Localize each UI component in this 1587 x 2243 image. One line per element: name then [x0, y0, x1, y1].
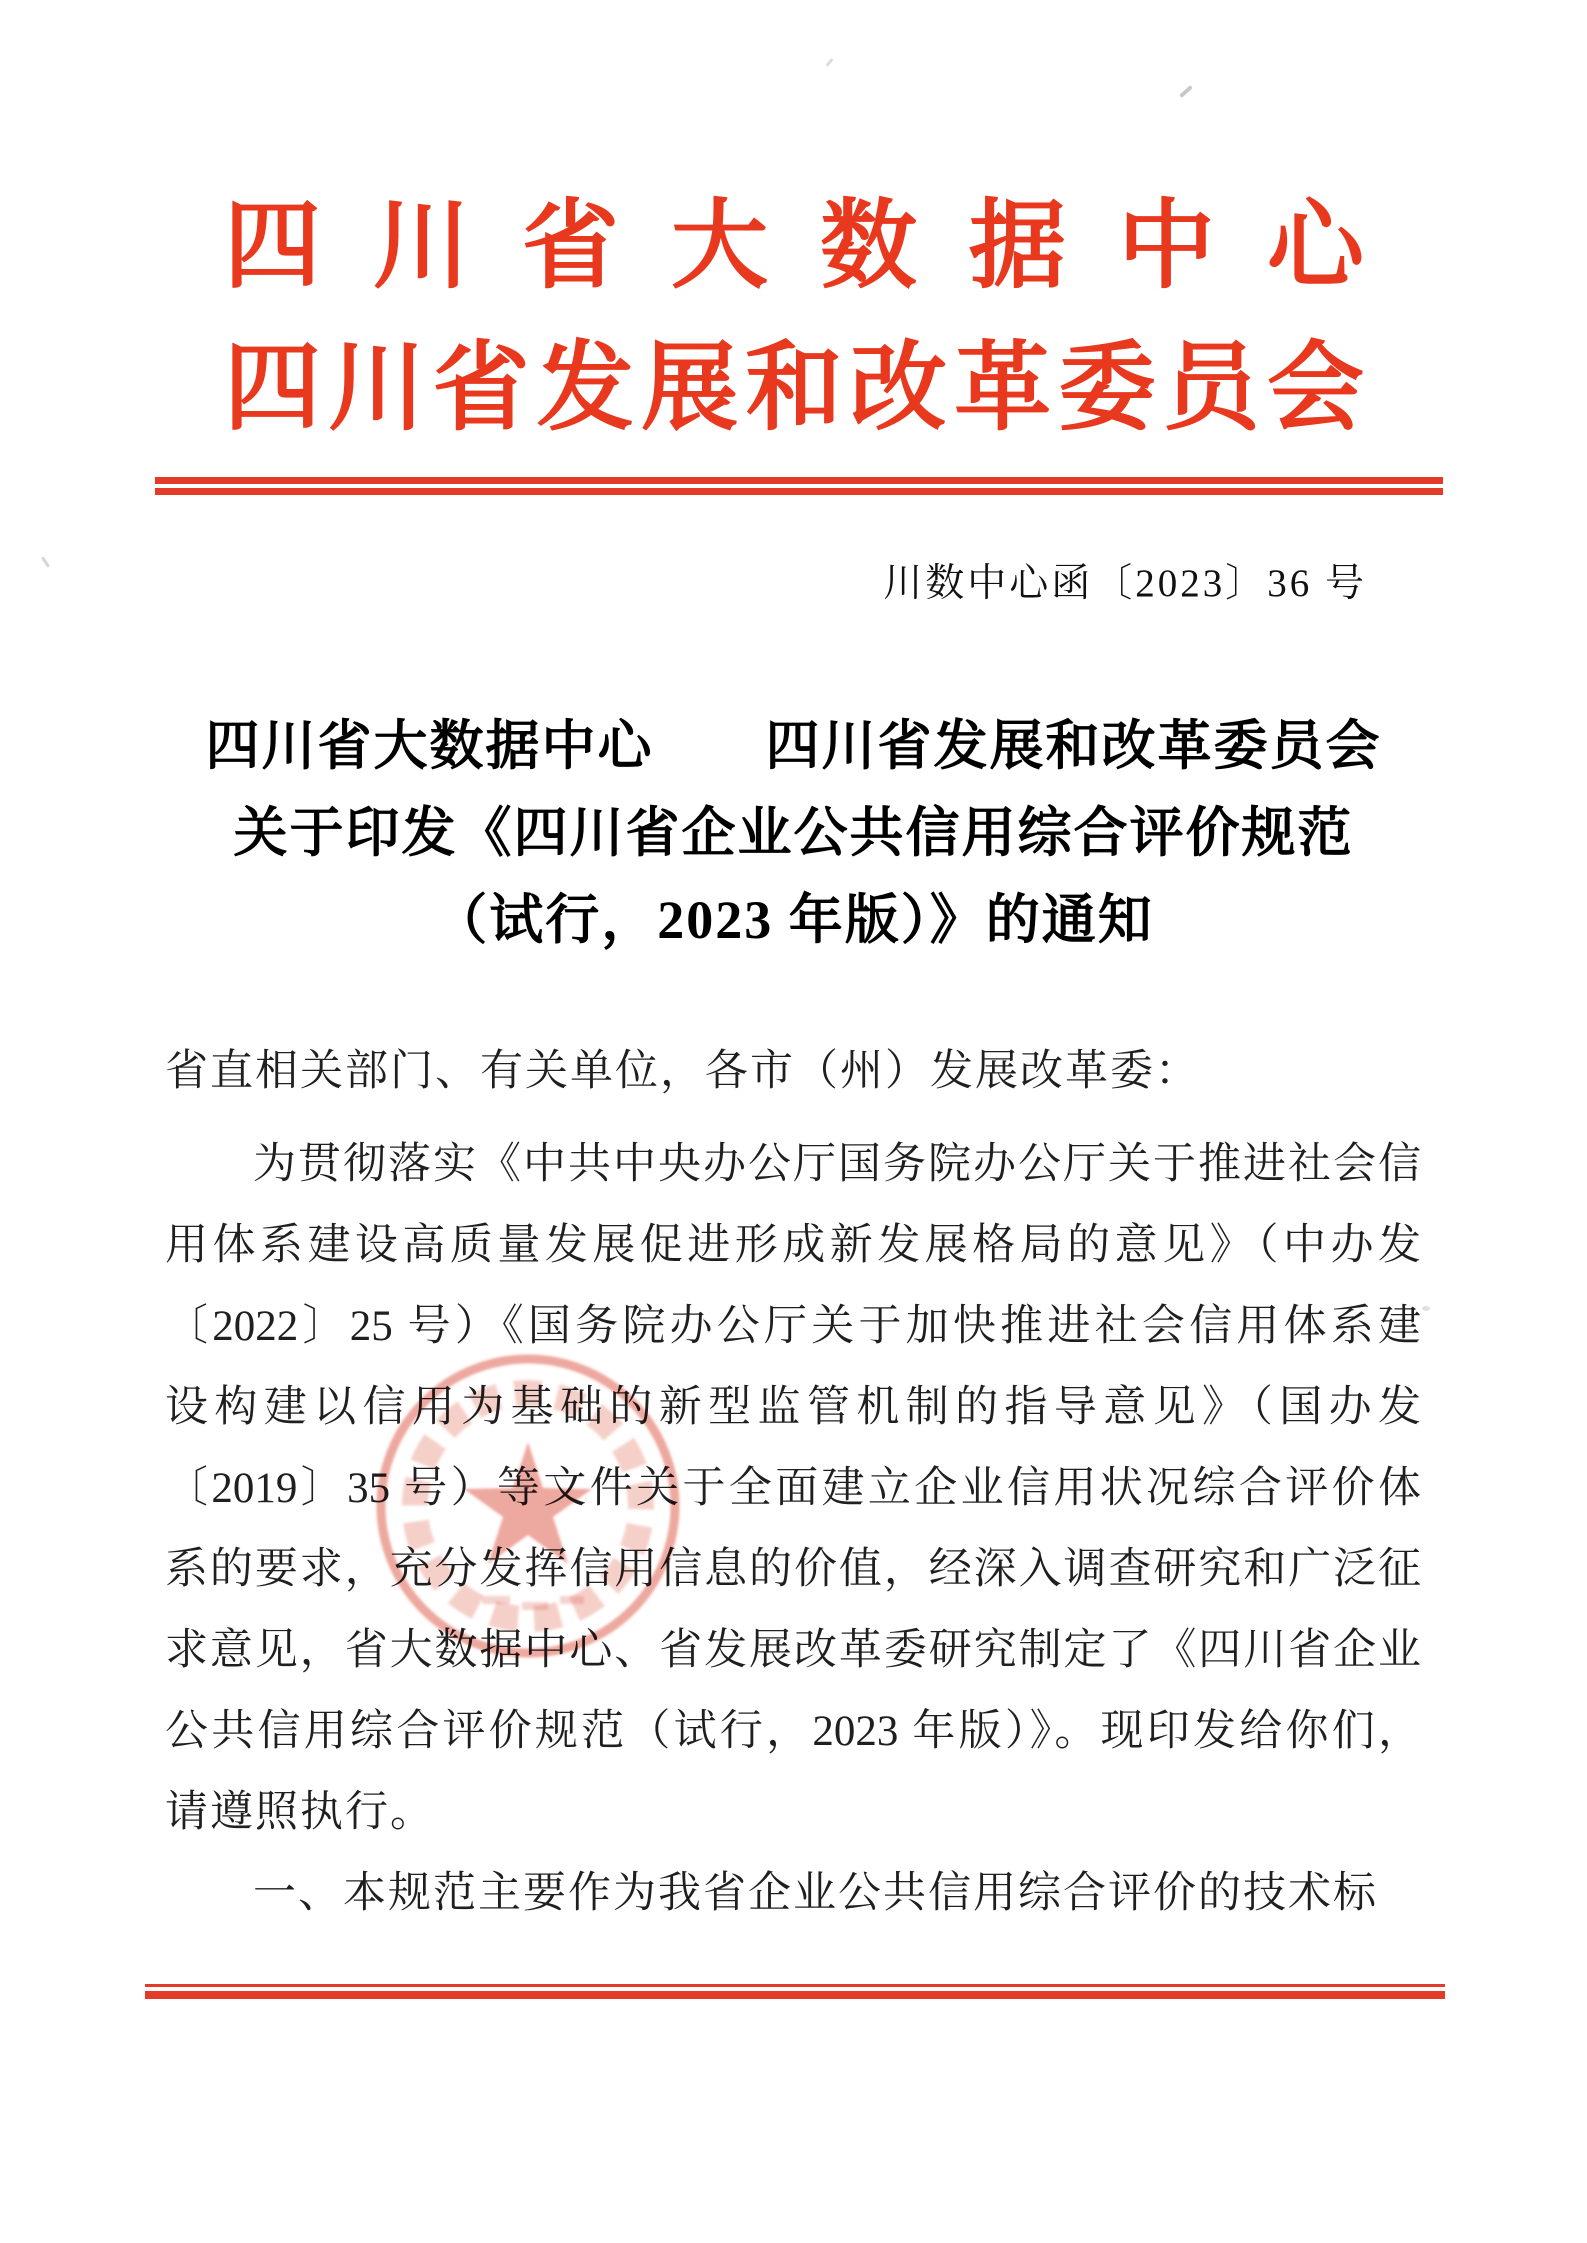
letterhead-divider-rule: [155, 477, 1443, 495]
letterhead-line-1: 四川省大数据中心: [224, 193, 1364, 300]
scan-artifact: [41, 556, 50, 568]
body-line: 为贯彻落实《中共中央办公厅国务院办公厅关于推进社会信: [253, 1141, 1421, 1188]
document-title-line-1: 四川省大数据中心 四川省发展和改革委员会: [205, 716, 1382, 776]
body-line: 〔2019〕35 号）等文件关于全面建立企业信用状况综合评价体: [165, 1465, 1421, 1512]
body-line: 请遵照执行。: [165, 1789, 435, 1836]
body-line: 〔2022〕25 号）《国务院办公厅关于加快推进社会信用体系建: [165, 1303, 1421, 1350]
footer-divider-rule: [145, 1984, 1445, 1999]
body-line: 公共信用综合评价规范（试行，2023 年版）》。现印发给你们，: [165, 1708, 1421, 1755]
body-text: [165, 1124, 1421, 1934]
rule-bar: [155, 488, 1443, 495]
rule-bar: [145, 1984, 1445, 1987]
scan-artifact: [1179, 85, 1193, 98]
letterhead-line-2: 四川省发展和改革委员会: [224, 335, 1364, 442]
document-number: 川数中心函〔2023〕36 号: [883, 562, 1367, 605]
body-line: 系的要求，充分发挥信用信息的价值，经深入调查研究和广泛征: [165, 1546, 1421, 1593]
letterhead: [224, 176, 1364, 460]
rule-bar: [145, 1991, 1445, 1999]
body-line: 一、本规范主要作为我省企业公共信用综合评价的技术标: [253, 1870, 1378, 1917]
body-line: 用体系建设高质量发展促进形成新发展格局的意见》（中办发: [165, 1222, 1421, 1269]
document-title: [0, 703, 1587, 964]
body-line: 求意见，省大数据中心、省发展改革委研究制定了《四川省企业: [165, 1627, 1421, 1674]
salutation-line: 省直相关部门、有关单位，各市（州）发展改革委：: [165, 1048, 1200, 1095]
scan-artifact: [825, 58, 833, 67]
scan-artifact: [1422, 1306, 1430, 1311]
body-line: 设构建以信用为基础的新型监管机制的指导意见》（国办发: [165, 1384, 1421, 1431]
rule-bar: [155, 477, 1443, 484]
document-title-line-2: 关于印发《四川省企业公共信用综合评价规范: [233, 803, 1354, 863]
document-title-line-3: （试行，2023 年版）》的通知: [433, 890, 1154, 950]
